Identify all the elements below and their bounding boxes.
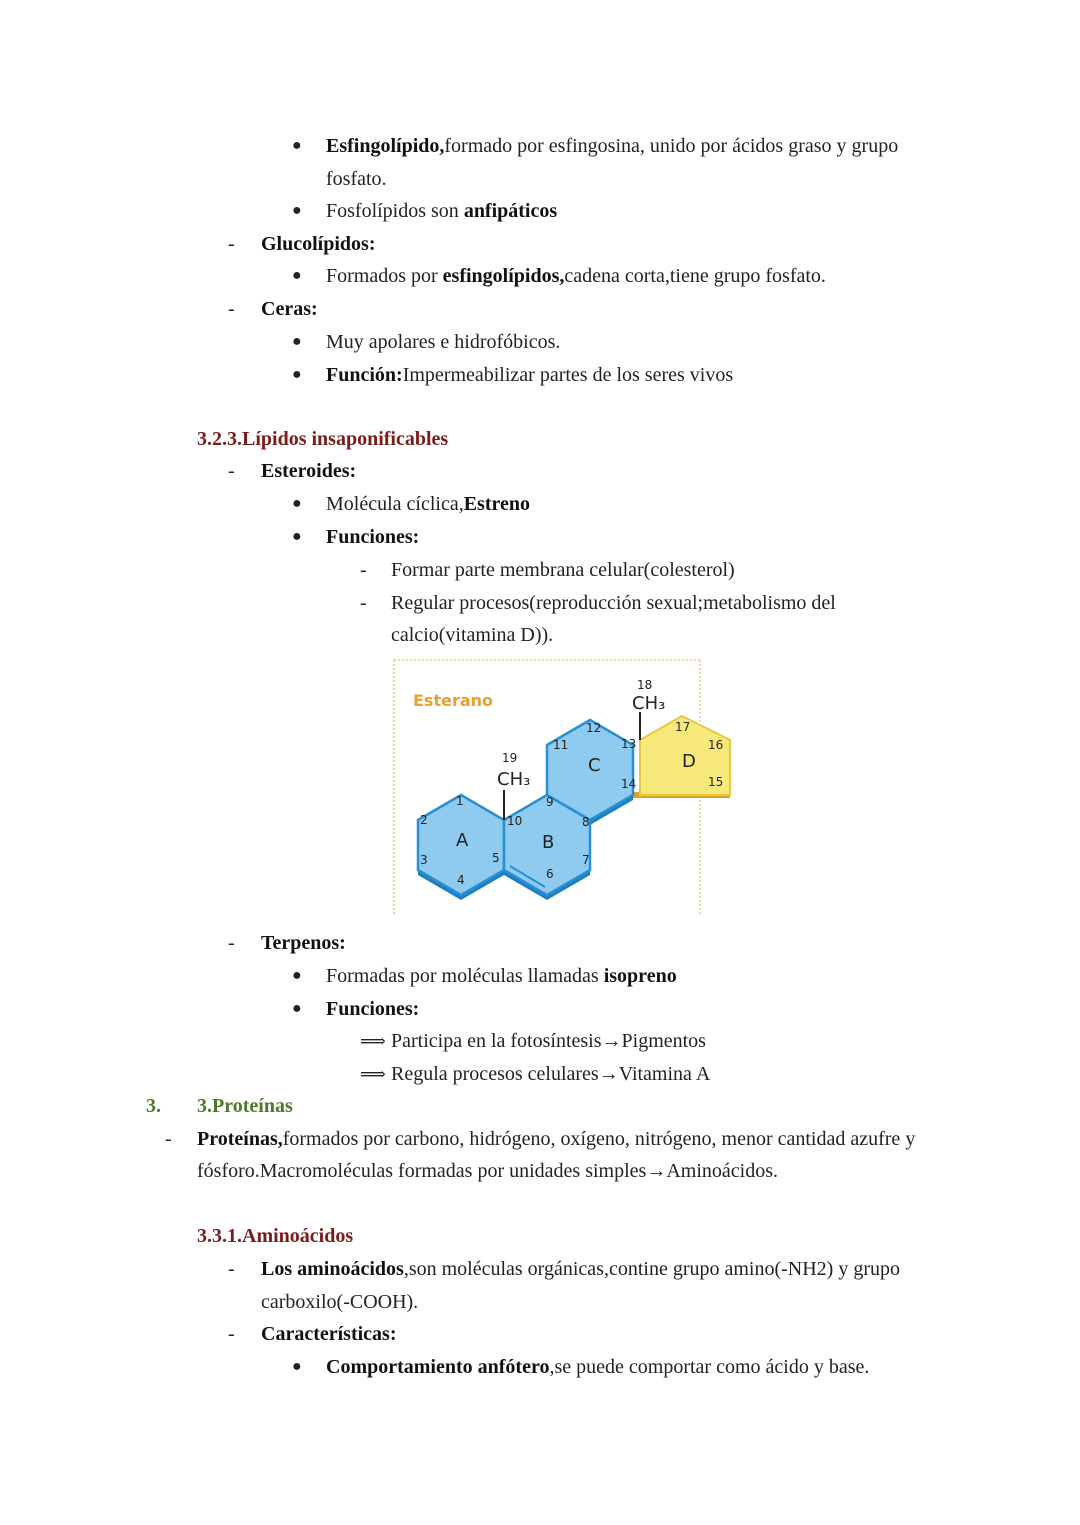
dash-marker: - bbox=[228, 1323, 235, 1345]
atom-number: 7 bbox=[582, 853, 590, 867]
dash-marker: - bbox=[360, 559, 367, 581]
atom-number: 1 bbox=[456, 794, 464, 808]
paragraph: Proteínas,formados por carbono, hidrógeno, oxígeno, nitrógeno, menor cantidad azufre y bbox=[197, 1128, 916, 1150]
ring-label-d: D bbox=[682, 751, 696, 772]
atom-number: 6 bbox=[546, 867, 554, 881]
atom-number: 10 bbox=[507, 814, 523, 828]
list-item: Función:Impermeabilizar partes de los seres vivos bbox=[326, 364, 734, 386]
bullet-icon: ● bbox=[292, 137, 302, 154]
list-item: Formados por esfingolípidos,cadena corta,tiene grupo fosfato. bbox=[326, 265, 826, 287]
methyl-19: CH₃ bbox=[497, 769, 531, 790]
list-item: Molécula cíclica,Estreno bbox=[326, 493, 531, 515]
diagram-title: Esterano bbox=[413, 691, 494, 710]
bullet-icon: ● bbox=[292, 495, 302, 512]
atom-number: 2 bbox=[420, 813, 428, 827]
list-item-cont: carboxilo(-COOH). bbox=[261, 1291, 419, 1313]
list-item: Comportamiento anfótero,se puede comportar como ácido y base. bbox=[326, 1356, 870, 1378]
section-heading-3-2-3: 3.2.3.Lípidos insaponificables bbox=[197, 428, 449, 450]
esteroides-heading: Esteroides: bbox=[261, 460, 357, 482]
list-item: Esfingolípido,formado por esfingosina, unido por ácidos graso y grupo bbox=[326, 135, 899, 157]
list-item: Regular procesos(reproducción sexual;metabolismo del bbox=[391, 592, 836, 614]
list-item-cont: fosfato. bbox=[326, 168, 387, 190]
list-item-cont: calcio(vitamina D)). bbox=[391, 624, 554, 646]
list-item: Fosfolípidos son anfipáticos bbox=[326, 200, 558, 222]
atom-number: 4 bbox=[457, 873, 465, 887]
section-heading-3-3-1: 3.3.1.Aminoácidos bbox=[197, 1225, 354, 1247]
paragraph-cont: fósforo.Macromoléculas formadas por unidades simples→Aminoácidos. bbox=[197, 1160, 778, 1182]
dash-marker: - bbox=[228, 298, 235, 320]
list-item: Funciones: bbox=[326, 526, 420, 548]
methyl-18: CH₃ bbox=[632, 693, 666, 714]
terpenos-heading: Terpenos: bbox=[261, 932, 346, 954]
list-item: Formadas por moléculas llamadas isopreno bbox=[326, 965, 677, 987]
bullet-icon: ● bbox=[292, 333, 302, 350]
glucolipidos-heading: Glucolípidos: bbox=[261, 233, 376, 255]
atom-number: 19 bbox=[502, 751, 518, 765]
ring-label-b: B bbox=[542, 832, 555, 853]
list-item: Regula procesos celulares→Vitamina A bbox=[391, 1063, 711, 1085]
atom-number: 17 bbox=[675, 720, 691, 734]
caracteristicas-heading: Características: bbox=[261, 1323, 397, 1345]
section-number: 3. bbox=[146, 1095, 161, 1117]
section-heading-proteinas: 3.Proteínas bbox=[197, 1095, 293, 1117]
dash-marker: - bbox=[228, 233, 235, 255]
ring-label-a: A bbox=[456, 830, 469, 851]
atom-number: 3 bbox=[420, 853, 428, 867]
implies-icon: ⟹ bbox=[360, 1064, 386, 1084]
implies-icon: ⟹ bbox=[360, 1031, 386, 1051]
bullet-icon: ● bbox=[292, 967, 302, 984]
atom-number: 16 bbox=[708, 738, 724, 752]
bullet-icon: ● bbox=[292, 528, 302, 545]
atom-number: 12 bbox=[586, 721, 602, 735]
bullet-icon: ● bbox=[292, 1000, 302, 1017]
atom-number: 13 bbox=[621, 737, 637, 751]
ring-label-c: C bbox=[588, 755, 601, 776]
list-item: Funciones: bbox=[326, 998, 420, 1020]
atom-number: 11 bbox=[553, 738, 569, 752]
list-item: Participa en la fotosíntesis→Pigmentos bbox=[391, 1030, 706, 1052]
ceras-heading: Ceras: bbox=[261, 298, 318, 320]
bullet-icon: ● bbox=[292, 1358, 302, 1375]
dash-marker: - bbox=[165, 1128, 172, 1150]
atom-number: 8 bbox=[582, 815, 590, 829]
atom-number: 15 bbox=[708, 775, 724, 789]
bullet-icon: ● bbox=[292, 267, 302, 284]
dash-marker: - bbox=[228, 932, 235, 954]
atom-number: 9 bbox=[546, 795, 554, 809]
list-item: Los aminoácidos,son moléculas orgánicas,contine grupo amino(-NH2) y grupo bbox=[261, 1258, 900, 1280]
dash-marker: - bbox=[360, 592, 367, 614]
dash-marker: - bbox=[228, 460, 235, 482]
bullet-icon: ● bbox=[292, 202, 302, 219]
list-item: Muy apolares e hidrofóbicos. bbox=[326, 331, 561, 353]
atom-number: 14 bbox=[621, 777, 637, 791]
list-item: Formar parte membrana celular(colesterol) bbox=[391, 559, 735, 581]
atom-number: 18 bbox=[637, 678, 653, 692]
bullet-icon: ● bbox=[292, 366, 302, 383]
atom-number: 5 bbox=[492, 851, 500, 865]
dash-marker: - bbox=[228, 1258, 235, 1280]
